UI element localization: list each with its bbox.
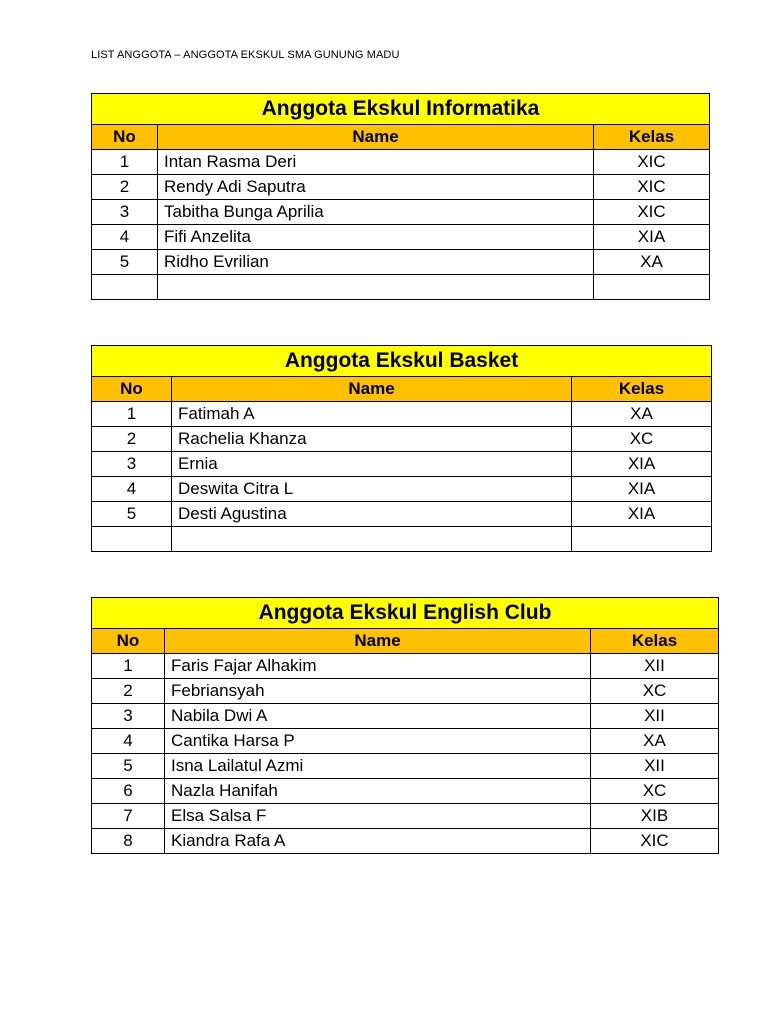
- table-row: [92, 452, 712, 477]
- cell-name: Ernia: [172, 452, 572, 477]
- cell-kelas: XII: [591, 704, 719, 729]
- cell-kelas: XIC: [594, 200, 710, 225]
- table-row: [92, 427, 712, 452]
- cell-name: Nabila Dwi A: [165, 704, 591, 729]
- empty-cell: [572, 527, 712, 552]
- english-club-table: [91, 597, 719, 854]
- table-row: [92, 704, 719, 729]
- cell-no: 1: [92, 150, 158, 175]
- cell-kelas: XIA: [572, 502, 712, 527]
- cell-kelas: XC: [572, 427, 712, 452]
- cell-kelas: XII: [591, 754, 719, 779]
- cell-kelas: XIC: [594, 175, 710, 200]
- cell-name: Faris Fajar Alhakim: [165, 654, 591, 679]
- empty-row: [92, 527, 712, 552]
- table-row: [92, 754, 719, 779]
- empty-cell: [92, 527, 172, 552]
- cell-name: Rendy Adi Saputra: [158, 175, 594, 200]
- table-header-row: [92, 629, 719, 654]
- table-row: [92, 402, 712, 427]
- cell-kelas: XC: [591, 679, 719, 704]
- table-row: [92, 654, 719, 679]
- cell-kelas: XIB: [591, 804, 719, 829]
- cell-kelas: XIA: [594, 225, 710, 250]
- table-row: [92, 779, 719, 804]
- empty-cell: [172, 527, 572, 552]
- cell-no: 2: [92, 175, 158, 200]
- cell-kelas: XC: [591, 779, 719, 804]
- table-title: Anggota Ekskul Basket: [92, 346, 712, 377]
- table-row: [92, 804, 719, 829]
- cell-name: Deswita Citra L: [172, 477, 572, 502]
- cell-name: Tabitha Bunga Aprilia: [158, 200, 594, 225]
- cell-kelas: XA: [572, 402, 712, 427]
- table-header-row: [92, 125, 710, 150]
- cell-name: Kiandra Rafa A: [165, 829, 591, 854]
- table-title-row: [92, 598, 719, 629]
- cell-no: 2: [92, 427, 172, 452]
- cell-kelas: XIC: [591, 829, 719, 854]
- basket-table: [91, 345, 712, 552]
- cell-no: 3: [92, 452, 172, 477]
- cell-kelas: XIA: [572, 477, 712, 502]
- cell-kelas: XIA: [572, 452, 712, 477]
- column-header-no: No: [92, 125, 158, 150]
- table-row: [92, 250, 710, 275]
- cell-no: 4: [92, 225, 158, 250]
- cell-name: Desti Agustina: [172, 502, 572, 527]
- cell-no: 4: [92, 729, 165, 754]
- table-row: [92, 175, 710, 200]
- cell-name: Nazla Hanifah: [165, 779, 591, 804]
- cell-name: Ridho Evrilian: [158, 250, 594, 275]
- table-row: [92, 679, 719, 704]
- cell-no: 1: [92, 402, 172, 427]
- column-header-kelas: Kelas: [594, 125, 710, 150]
- table-row: [92, 150, 710, 175]
- cell-kelas: XA: [591, 729, 719, 754]
- cell-name: Intan Rasma Deri: [158, 150, 594, 175]
- cell-kelas: XII: [591, 654, 719, 679]
- cell-no: 1: [92, 654, 165, 679]
- cell-name: Fifi Anzelita: [158, 225, 594, 250]
- cell-name: Febriansyah: [165, 679, 591, 704]
- cell-no: 5: [92, 250, 158, 275]
- table-row: [92, 225, 710, 250]
- empty-cell: [92, 275, 158, 300]
- cell-name: Rachelia Khanza: [172, 427, 572, 452]
- cell-kelas: XIC: [594, 150, 710, 175]
- informatika-table: [91, 93, 710, 300]
- column-header-name: Name: [165, 629, 591, 654]
- cell-no: 7: [92, 804, 165, 829]
- cell-no: 6: [92, 779, 165, 804]
- column-header-no: No: [92, 629, 165, 654]
- table-header-row: [92, 377, 712, 402]
- column-header-no: No: [92, 377, 172, 402]
- cell-no: 8: [92, 829, 165, 854]
- cell-kelas: XA: [594, 250, 710, 275]
- table-row: [92, 477, 712, 502]
- table-title-row: [92, 94, 710, 125]
- column-header-kelas: Kelas: [591, 629, 719, 654]
- cell-no: 5: [92, 754, 165, 779]
- column-header-kelas: Kelas: [572, 377, 712, 402]
- table-row: [92, 200, 710, 225]
- column-header-name: Name: [158, 125, 594, 150]
- empty-row: [92, 275, 710, 300]
- table-title: Anggota Ekskul Informatika: [92, 94, 710, 125]
- cell-name: Isna Lailatul Azmi: [165, 754, 591, 779]
- cell-name: Elsa Salsa F: [165, 804, 591, 829]
- empty-cell: [158, 275, 594, 300]
- table-row: [92, 729, 719, 754]
- document-header: LIST ANGGOTA – ANGGOTA EKSKUL SMA GUNUNG MADU: [91, 49, 400, 61]
- table-row: [92, 829, 719, 854]
- table-title: Anggota Ekskul English Club: [92, 598, 719, 629]
- cell-no: 2: [92, 679, 165, 704]
- cell-no: 3: [92, 704, 165, 729]
- column-header-name: Name: [172, 377, 572, 402]
- cell-no: 4: [92, 477, 172, 502]
- empty-cell: [594, 275, 710, 300]
- cell-no: 5: [92, 502, 172, 527]
- table-title-row: [92, 346, 712, 377]
- cell-name: Fatimah A: [172, 402, 572, 427]
- cell-name: Cantika Harsa P: [165, 729, 591, 754]
- table-row: [92, 502, 712, 527]
- cell-no: 3: [92, 200, 158, 225]
